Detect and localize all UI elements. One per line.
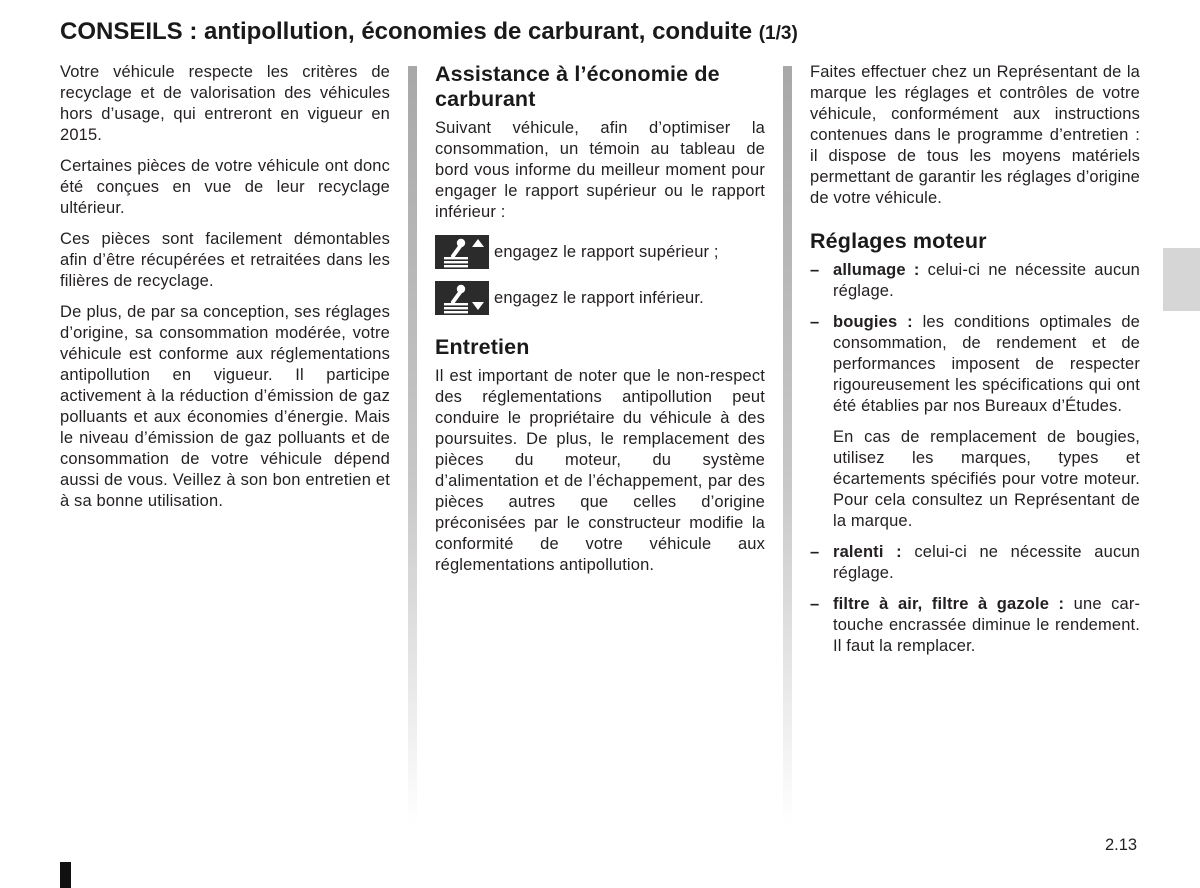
engine-settings-list: [810, 260, 1140, 657]
list-item-term: ralenti :: [833, 543, 902, 561]
list-item-text: une cartouche encrassée diminue le rendement. Il faut la remplacer.: [833, 595, 1140, 655]
paragraph-maintenance: Il est important de noter que le non-respect des réglementations antipollution peut conduire le propriétaire du véhicule à des poursuites. De plus, le remplacement des pièces du moteur, du système d’alimentation et de l’échappement, par des pièces autres que celles d’origine préconisées par le constructeur modifie la conformité de votre véhicule aux réglementations antipollution.: [435, 367, 765, 574]
paragraph-dealer-checks: Faites effectuer chez un Représentant de la marque les réglages et contrôles de votre véhicule, conformément aux instructions contenues dans le programme d’entretien : il dispose de tous les moyens matériels permettant de garantir les réglages d’origine de votre véhicule.: [810, 63, 1140, 207]
paragraph-fuel-economy: Suivant véhicule, afin d’optimiser la consommation, un témoin au tableau de bord vous informe du meilleur moment pour engager le rapport supérieur ou le rapport inférieur :: [435, 119, 765, 221]
page-title: [60, 18, 798, 46]
list-dash: –: [810, 313, 820, 331]
corner-crop-mark: [60, 862, 71, 888]
paragraph-recycling-dismantle: Ces pièces sont facilement démontables afin d’être récupérées et retraitées dans les filières de recyclage.: [60, 230, 390, 290]
shift-up-label: engagez le rapport supérieur ;: [494, 242, 719, 261]
heading-maintenance: Entretien: [435, 335, 530, 359]
list-item-spark-plugs: [810, 312, 1140, 532]
heading-engine-settings: Réglages moteur: [810, 229, 987, 253]
list-dash: –: [810, 543, 820, 561]
list-item-text: celui-ci ne nécessite aucun réglage.: [833, 261, 1140, 300]
column-recycling: [60, 62, 390, 522]
list-item-ignition: [810, 260, 1140, 302]
list-dash: –: [810, 595, 820, 613]
paragraph-recycling-intro: Votre véhicule respecte les critères de recyclage et de valorisation des véhicules hors d’usage, qui entreront en vigueur en 2015.: [60, 63, 390, 144]
column-divider-right: [783, 66, 792, 826]
list-item-idle: [810, 542, 1140, 584]
list-item-text: celui-ci ne nécessite aucun réglage.: [833, 543, 1140, 582]
column-divider-left: [408, 66, 417, 826]
shift-down-label: engagez le rapport inférieur.: [494, 288, 704, 307]
column-economy-maintenance: [435, 62, 765, 586]
shift-up-row: [435, 235, 765, 269]
paragraph-antipollution-compliance: De plus, de par sa conception, ses réglages d’origine, sa consommation modérée, votre véhicule est conforme aux réglementations antipollution en vigueur. Il participe activement à la réduction d’émission de gaz polluants et aux économies d’énergie. Mais le niveau d’émission de gaz polluants et de consommation de votre véhicule dépend aussi de vous. Veillez à son bon entretien et à sa bonne utilisation.: [60, 303, 390, 510]
gear-shift-up-icon: [435, 235, 489, 269]
page-number: 2.13: [1105, 836, 1138, 854]
list-item-filters: [810, 594, 1140, 657]
list-item-term: allumage :: [833, 261, 920, 279]
list-dash: –: [810, 261, 820, 279]
gear-shift-down-icon: [435, 281, 489, 315]
page-title-text: CONSEILS : antipollution, économies de carburant, conduite: [60, 18, 753, 45]
chapter-thumb-tab: [1163, 248, 1200, 311]
shift-down-row: [435, 281, 765, 315]
list-item-term: bougies :: [833, 313, 913, 331]
list-item-text: les conditions optimales de consommation, de rendement et de performances imposent de respecter rigoureusement les spécifications qui ont été établies par nos Bureaux d’Études.: [833, 313, 1140, 415]
list-item-term: filtre à air, filtre à gazole :: [833, 595, 1065, 613]
column-engine-settings: [810, 62, 1140, 667]
spark-plug-replacement-note: En cas de remplacement de bougies, utilisez les marques, types et écartements spécifiés pour votre moteur. Pour cela consultez un Représentant de la marque.: [833, 428, 1140, 530]
paragraph-recycling-parts: Certaines pièces de votre véhicule ont donc été conçues en vue de leur recyclage ultérieur.: [60, 157, 390, 217]
page-title-suffix: (1/3): [758, 23, 798, 44]
heading-fuel-economy: Assistance à l’économie de carburant: [435, 62, 720, 111]
